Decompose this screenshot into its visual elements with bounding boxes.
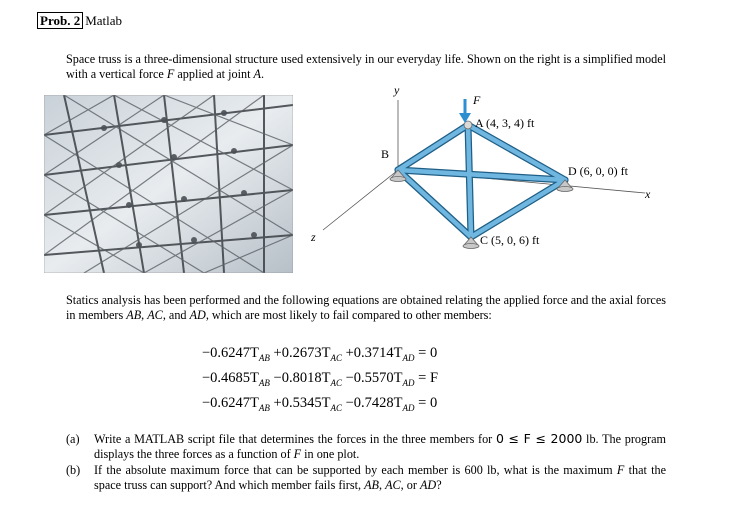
member-ac-ref: AC xyxy=(147,308,163,322)
question-b-text: If the absolute maximum force that can be supported by each member is 600 lb, what is the maximum F that the space truss can support? And which member fails first, AB, AC, or AD? xyxy=(94,463,666,492)
intro-var-f: F xyxy=(166,67,175,81)
intro-text-end: . xyxy=(260,67,264,81)
statics-text-end: , which are most likely to fail compared to other members: xyxy=(205,308,492,322)
statics-sep: , and xyxy=(162,308,190,322)
equation-1: $-0.6247T_{AB} +0.2673T_{AC} +0.3714T_{AD} = 0$ xyxy=(202,345,438,363)
truss-members xyxy=(398,125,565,237)
truss-diagram xyxy=(305,82,665,282)
joint-b-label: B xyxy=(381,147,390,161)
member-ad-ref: AD xyxy=(189,308,206,322)
equation-2: $-0.4685T_{AB} -0.8018T_{AC} -0.5570T_{AD} = F$ xyxy=(202,369,439,388)
intro-text: Space truss is a three-dimensional structure used extensively in our everyday life. Shown on the right is a simplified model with a vertical force xyxy=(66,52,666,81)
intro-paragraph xyxy=(66,52,666,82)
z-axis-line xyxy=(323,170,398,230)
member-bc xyxy=(398,170,471,237)
axis-label-z: z xyxy=(311,230,316,244)
member-cd xyxy=(471,180,565,237)
equation-3: $-0.6247T_{AB} +0.5345T_{AC} -0.7428T_{AD} = 0$ xyxy=(202,394,438,413)
question-b xyxy=(66,463,666,492)
intro-text-mid: applied at joint xyxy=(174,67,254,81)
equation-system xyxy=(202,343,438,418)
question-a xyxy=(66,432,666,461)
member-ab-ref: AB xyxy=(126,308,142,322)
statics-paragraph xyxy=(66,293,666,323)
statics-text: Statics analysis has been performed and the following equations are obtained relating the applied force and the axial forces in members xyxy=(66,293,666,322)
joint-d-label: D (6, 0, 0) ft xyxy=(568,164,628,178)
member-ac xyxy=(468,125,471,237)
joint-c-label: C (5, 0, 6) ft xyxy=(480,233,540,247)
question-a-label: (a) xyxy=(66,432,80,446)
axis-label-y: y xyxy=(394,83,400,97)
space-truss-photo xyxy=(44,95,293,273)
question-b-label: (b) xyxy=(66,463,81,477)
force-label: F xyxy=(473,93,481,107)
intro-var-a: A xyxy=(253,67,261,81)
joint-a-label: A (4, 3, 4) ft xyxy=(475,116,535,130)
question-a-text: Write a MATLAB script file that determines the forces in the three members for 0 ≤ F ≤ 2000 lb. The program displays the three forces as a function of F in one plot. xyxy=(94,431,667,461)
statics-sep: , xyxy=(141,308,148,322)
problem-number: Prob. 2 xyxy=(37,12,83,29)
question-list xyxy=(66,432,666,494)
axis-label-x: x xyxy=(645,187,651,201)
problem-header xyxy=(37,13,122,29)
member-ab xyxy=(398,125,468,170)
force-arrow xyxy=(459,99,471,123)
problem-subject: Matlab xyxy=(85,13,123,28)
